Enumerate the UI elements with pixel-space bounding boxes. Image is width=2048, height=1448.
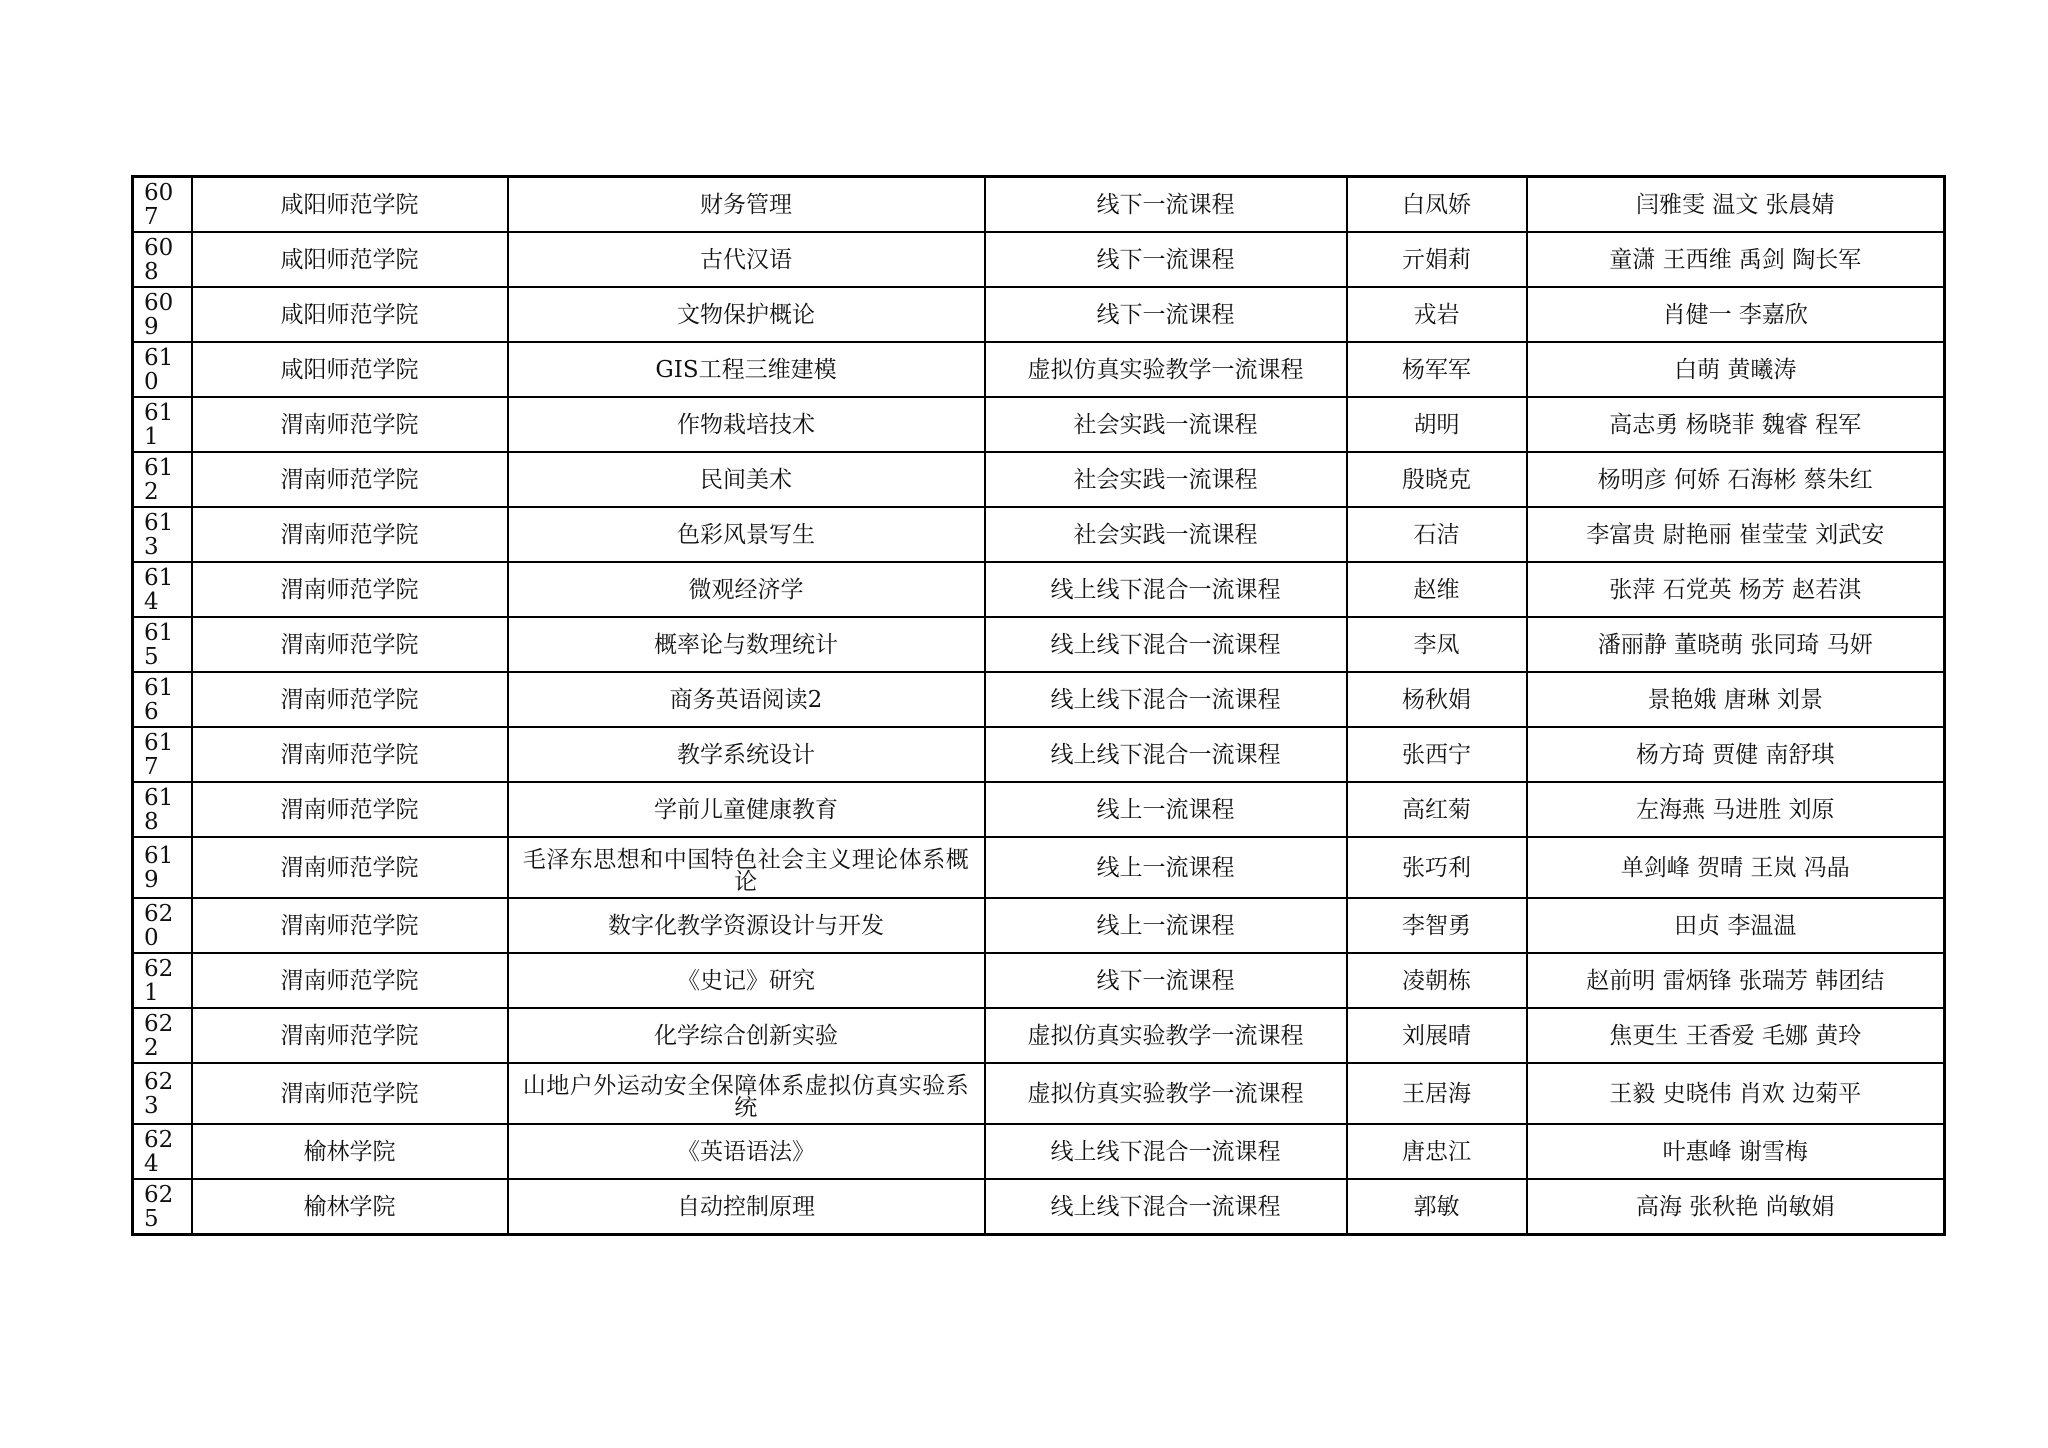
- course-leader-cell: 李智勇: [1347, 898, 1527, 953]
- course-name-cell: 学前儿童健康教育: [508, 782, 985, 837]
- row-number-cell: 613: [133, 507, 192, 562]
- school-cell: 榆林学院: [192, 1124, 508, 1179]
- row-number-cell: 610: [133, 342, 192, 397]
- course-name-cell: 自动控制原理: [508, 1179, 985, 1235]
- course-name-cell: 微观经济学: [508, 562, 985, 617]
- school-cell: 渭南师范学院: [192, 1008, 508, 1063]
- course-category-cell: 线下一流课程: [985, 287, 1347, 342]
- course-name-cell: 商务英语阅读2: [508, 672, 985, 727]
- course-name-cell: 民间美术: [508, 452, 985, 507]
- school-cell: 渭南师范学院: [192, 953, 508, 1008]
- school-cell: 渭南师范学院: [192, 617, 508, 672]
- course-leader-cell: 殷晓克: [1347, 452, 1527, 507]
- row-number-cell: 625: [133, 1179, 192, 1235]
- table-row: [133, 1124, 1945, 1179]
- course-category-cell: 社会实践一流课程: [985, 397, 1347, 452]
- course-category-cell: 线上一流课程: [985, 782, 1347, 837]
- team-members-cell: 杨方琦 贾健 南舒琪: [1527, 727, 1945, 782]
- row-number-cell: 608: [133, 232, 192, 287]
- school-cell: 渭南师范学院: [192, 672, 508, 727]
- course-name-cell: 山地户外运动安全保障体系虚拟仿真实验系统: [508, 1063, 985, 1124]
- table-row: [133, 1008, 1945, 1063]
- school-cell: 渭南师范学院: [192, 562, 508, 617]
- course-name-cell: 教学系统设计: [508, 727, 985, 782]
- row-number-cell: 607: [133, 177, 192, 233]
- course-category-cell: 线上线下混合一流课程: [985, 672, 1347, 727]
- course-name-cell: 概率论与数理统计: [508, 617, 985, 672]
- table-row: [133, 287, 1945, 342]
- row-number-cell: 617: [133, 727, 192, 782]
- school-cell: 咸阳师范学院: [192, 342, 508, 397]
- course-category-cell: 社会实践一流课程: [985, 507, 1347, 562]
- course-name-cell: 《史记》研究: [508, 953, 985, 1008]
- school-cell: 渭南师范学院: [192, 1063, 508, 1124]
- team-members-cell: 赵前明 雷炳锋 张瑞芳 韩团结: [1527, 953, 1945, 1008]
- course-leader-cell: 白凤娇: [1347, 177, 1527, 233]
- school-cell: 渭南师范学院: [192, 898, 508, 953]
- school-cell: 渭南师范学院: [192, 837, 508, 898]
- table-row: [133, 727, 1945, 782]
- course-leader-cell: 杨秋娟: [1347, 672, 1527, 727]
- table-row: [133, 1063, 1945, 1124]
- course-leader-cell: 戎岩: [1347, 287, 1527, 342]
- course-leader-cell: 郭敏: [1347, 1179, 1527, 1235]
- course-leader-cell: 刘展晴: [1347, 1008, 1527, 1063]
- course-name-cell: 毛泽东思想和中国特色社会主义理论体系概论: [508, 837, 985, 898]
- school-cell: 渭南师范学院: [192, 397, 508, 452]
- team-members-cell: 童潇 王西维 禹剑 陶长军: [1527, 232, 1945, 287]
- course-category-cell: 线下一流课程: [985, 232, 1347, 287]
- school-cell: 咸阳师范学院: [192, 232, 508, 287]
- school-cell: 咸阳师范学院: [192, 177, 508, 233]
- course-leader-cell: 唐忠江: [1347, 1124, 1527, 1179]
- team-members-cell: 闫雅雯 温文 张晨婧: [1527, 177, 1945, 233]
- row-number-cell: 612: [133, 452, 192, 507]
- team-members-cell: 白萌 黄曦涛: [1527, 342, 1945, 397]
- row-number-cell: 621: [133, 953, 192, 1008]
- course-list-table: [131, 175, 1946, 1236]
- table-row: [133, 342, 1945, 397]
- course-name-cell: 《英语语法》: [508, 1124, 985, 1179]
- table-body: [133, 177, 1945, 1235]
- course-category-cell: 线上线下混合一流课程: [985, 727, 1347, 782]
- course-leader-cell: 石洁: [1347, 507, 1527, 562]
- row-number-cell: 614: [133, 562, 192, 617]
- table-row: [133, 232, 1945, 287]
- course-leader-cell: 胡明: [1347, 397, 1527, 452]
- table-row: [133, 953, 1945, 1008]
- table-row: [133, 452, 1945, 507]
- table-row: [133, 397, 1945, 452]
- team-members-cell: 叶惠峰 谢雪梅: [1527, 1124, 1945, 1179]
- row-number-cell: 615: [133, 617, 192, 672]
- course-name-cell: 财务管理: [508, 177, 985, 233]
- course-leader-cell: 张西宁: [1347, 727, 1527, 782]
- course-category-cell: 虚拟仿真实验教学一流课程: [985, 342, 1347, 397]
- course-leader-cell: 亓娟莉: [1347, 232, 1527, 287]
- course-category-cell: 线上一流课程: [985, 837, 1347, 898]
- course-category-cell: 线上线下混合一流课程: [985, 1124, 1347, 1179]
- course-leader-cell: 张巧利: [1347, 837, 1527, 898]
- table-row: [133, 617, 1945, 672]
- course-category-cell: 线上线下混合一流课程: [985, 562, 1347, 617]
- course-category-cell: 虚拟仿真实验教学一流课程: [985, 1063, 1347, 1124]
- team-members-cell: 焦更生 王香爱 毛娜 黄玲: [1527, 1008, 1945, 1063]
- school-cell: 榆林学院: [192, 1179, 508, 1235]
- course-category-cell: 线上线下混合一流课程: [985, 1179, 1347, 1235]
- team-members-cell: 左海燕 马进胜 刘原: [1527, 782, 1945, 837]
- table-row: [133, 507, 1945, 562]
- course-leader-cell: 高红菊: [1347, 782, 1527, 837]
- course-name-cell: 色彩风景写生: [508, 507, 985, 562]
- table-row: [133, 562, 1945, 617]
- row-number-cell: 623: [133, 1063, 192, 1124]
- school-cell: 渭南师范学院: [192, 507, 508, 562]
- row-number-cell: 611: [133, 397, 192, 452]
- course-leader-cell: 王居海: [1347, 1063, 1527, 1124]
- course-leader-cell: 凌朝栋: [1347, 953, 1527, 1008]
- course-category-cell: 虚拟仿真实验教学一流课程: [985, 1008, 1347, 1063]
- course-leader-cell: 李凤: [1347, 617, 1527, 672]
- table-row: [133, 672, 1945, 727]
- course-category-cell: 线下一流课程: [985, 953, 1347, 1008]
- course-name-cell: 文物保护概论: [508, 287, 985, 342]
- team-members-cell: 高海 张秋艳 尚敏娟: [1527, 1179, 1945, 1235]
- team-members-cell: 杨明彦 何娇 石海彬 蔡朱红: [1527, 452, 1945, 507]
- team-members-cell: 张萍 石党英 杨芳 赵若淇: [1527, 562, 1945, 617]
- team-members-cell: 田贞 李温温: [1527, 898, 1945, 953]
- row-number-cell: 609: [133, 287, 192, 342]
- school-cell: 渭南师范学院: [192, 452, 508, 507]
- team-members-cell: 单剑峰 贺晴 王岚 冯晶: [1527, 837, 1945, 898]
- row-number-cell: 622: [133, 1008, 192, 1063]
- team-members-cell: 李富贵 尉艳丽 崔莹莹 刘武安: [1527, 507, 1945, 562]
- row-number-cell: 616: [133, 672, 192, 727]
- course-name-cell: 古代汉语: [508, 232, 985, 287]
- table-row: [133, 898, 1945, 953]
- course-name-cell: 化学综合创新实验: [508, 1008, 985, 1063]
- course-category-cell: 社会实践一流课程: [985, 452, 1347, 507]
- school-cell: 咸阳师范学院: [192, 287, 508, 342]
- course-name-cell: 作物栽培技术: [508, 397, 985, 452]
- course-leader-cell: 杨军军: [1347, 342, 1527, 397]
- course-category-cell: 线上一流课程: [985, 898, 1347, 953]
- table-row: [133, 1179, 1945, 1235]
- row-number-cell: 619: [133, 837, 192, 898]
- course-leader-cell: 赵维: [1347, 562, 1527, 617]
- row-number-cell: 618: [133, 782, 192, 837]
- team-members-cell: 景艳娥 唐琳 刘景: [1527, 672, 1945, 727]
- course-category-cell: 线上线下混合一流课程: [985, 617, 1347, 672]
- school-cell: 渭南师范学院: [192, 782, 508, 837]
- course-category-cell: 线下一流课程: [985, 177, 1347, 233]
- table-row: [133, 782, 1945, 837]
- team-members-cell: 王毅 史晓伟 肖欢 边菊平: [1527, 1063, 1945, 1124]
- team-members-cell: 高志勇 杨晓菲 魏睿 程军: [1527, 397, 1945, 452]
- row-number-cell: 624: [133, 1124, 192, 1179]
- team-members-cell: 潘丽静 董晓萌 张同琦 马妍: [1527, 617, 1945, 672]
- row-number-cell: 620: [133, 898, 192, 953]
- course-name-cell: GIS工程三维建模: [508, 342, 985, 397]
- table-row: [133, 837, 1945, 898]
- school-cell: 渭南师范学院: [192, 727, 508, 782]
- table-row: [133, 177, 1945, 233]
- team-members-cell: 肖健一 李嘉欣: [1527, 287, 1945, 342]
- course-name-cell: 数字化教学资源设计与开发: [508, 898, 985, 953]
